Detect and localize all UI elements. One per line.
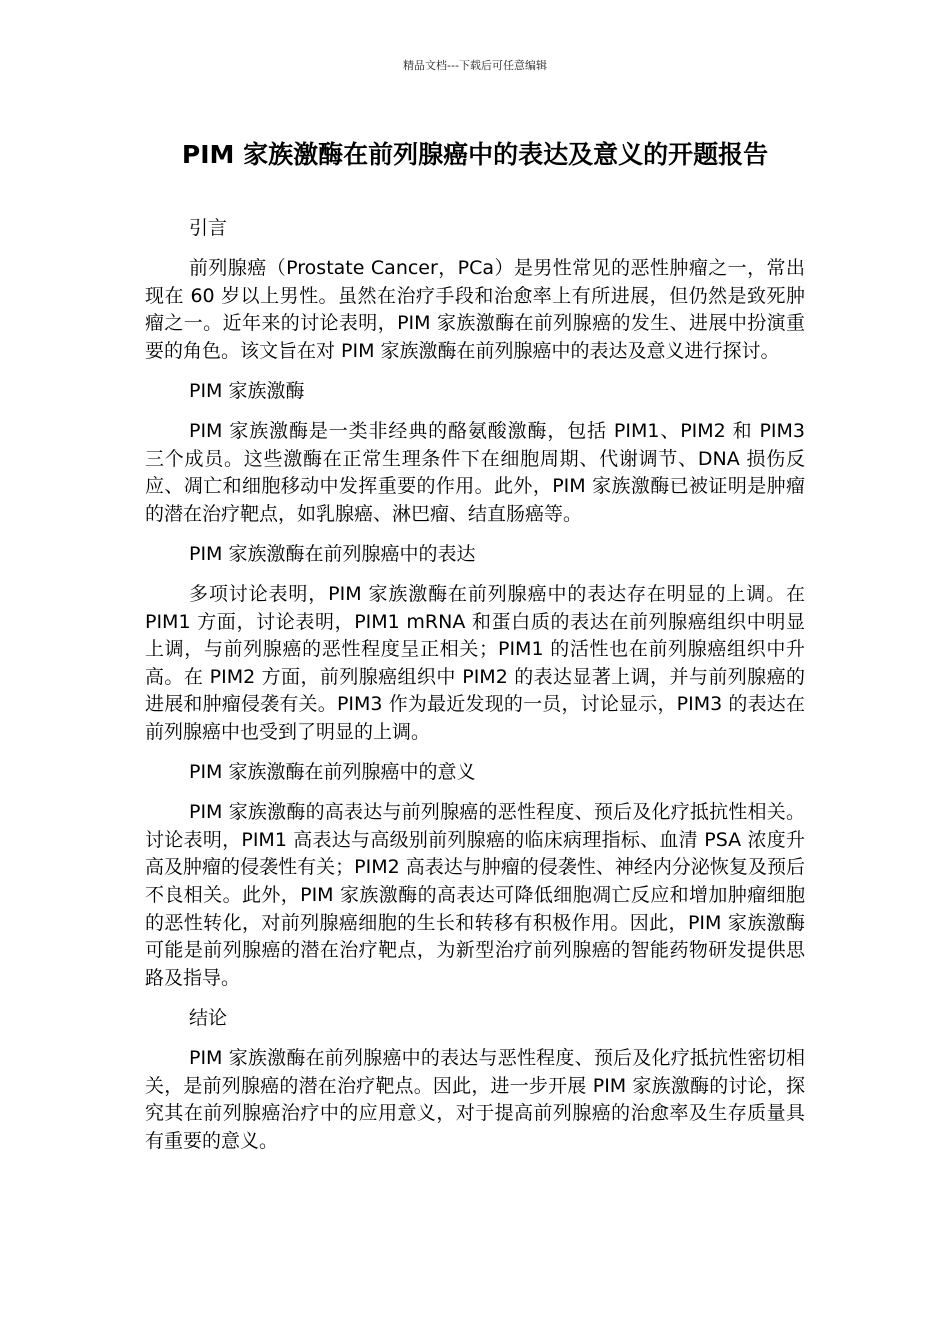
paragraph-pim: PIM 家族激酶是一类非经典的酪氨酸激酶，包括 PIM1、PIM2 和 PIM3 三个成员。这些激酶在正常生理条件下在细胞周期、代谢调节、DNA 损伤反应、凋亡和细胞移动中发挥重要的作用。此外，PIM 家族激酶已被证明是肿瘤的潜在治疗靶点，如乳腺癌、淋巴瘤、结直肠癌等。 [145, 420, 805, 525]
section-heading-pim: PIM 家族激酶 [189, 379, 305, 402]
paragraph-spacer [145, 1032, 805, 1045]
header-note: 精品文档---下载后可任意编辑 [403, 59, 547, 72]
section-heading-intro: 引言 [189, 217, 228, 239]
paragraph-spacer [145, 365, 805, 378]
paragraph-conclusion: PIM 家族激酶在前列腺癌中的表达与恶性程度、预后及化疗抵抗性密切相关，是前列腺癌的潜在治疗靶点。因此，进一步开展 PIM 家族激酶的讨论，探究其在前列腺癌治疗中的应用意义，对于提高前列腺癌的治愈率及生存质量具有重要的意义。 [145, 1046, 805, 1152]
paragraph-spacer [145, 243, 805, 256]
document-title: PIM 家族激酶在前列腺癌中的表达及意义的开题报告 [181, 140, 769, 169]
paragraph-expression: 多项讨论表明，PIM 家族激酶在前列腺癌中的表达存在明显的上调。在 PIM1 方面，讨论表明，PIM1 mRNA 和蛋白质的表达在前列腺癌组织中明显上调，与前列腺癌的恶性程度呈正相关；PIM1 的活性也在前列腺癌组织中升高。在 PIM2 方面，前列腺癌组织中 PIM2 的表达显著上调，并与前列腺癌的进展和肿瘤侵袭有关。PIM3 作为最近发现的一员，讨论显示，PIM3 的表达在前列腺癌中也受到了明显的上调。 [145, 583, 805, 743]
section-heading-expression: PIM 家族激酶在前列腺癌中的表达 [189, 542, 476, 565]
section-heading-conclusion: 结论 [189, 1006, 228, 1029]
paragraph-spacer [145, 406, 805, 419]
paragraph-intro: 前列腺癌（Prostate Cancer，PCa）是男性常见的恶性肿瘤之一，常出现在 60 岁以上男性。虽然在治疗手段和治愈率上有所进展，但仍然是致死肿瘤之一。近年来的讨论表明，PIM 家族激酶在前列腺癌的发生、进展中扮演重要的角色。该文旨在对 PIM 家族激酶在前列腺癌中的表达及意义进行探讨。 [145, 257, 805, 362]
paragraph-spacer [145, 569, 805, 582]
paragraph-spacer [145, 528, 805, 541]
paragraph-spacer [145, 992, 805, 1005]
section-heading-significance: PIM 家族激酶在前列腺癌中的意义 [189, 761, 476, 784]
paragraph-significance: PIM 家族激酶的高表达与前列腺癌的恶性程度、预后及化疗抵抗性相关。讨论表明，PIM1 高表达与高级别前列腺癌的临床病理指标、血清 PSA 浓度升高及肿瘤的侵袭性有关；PIM2 高表达与肿瘤的侵袭性、神经内分泌恢复及预后不良相关。此外，PIM 家族激酶的高表达可降低细胞凋亡反应和增加肿瘤细胞的恶性转化，对前列腺癌细胞的生长和转移有积极作用。因此，PIM 家族激酶可能是前列腺癌的潜在治疗靶点，为新型治疗前列腺癌的智能药物研发提供思路及指导。 [145, 801, 805, 989]
document-body [145, 215, 805, 1155]
paragraph-spacer [145, 787, 805, 800]
paragraph-spacer [145, 747, 805, 760]
